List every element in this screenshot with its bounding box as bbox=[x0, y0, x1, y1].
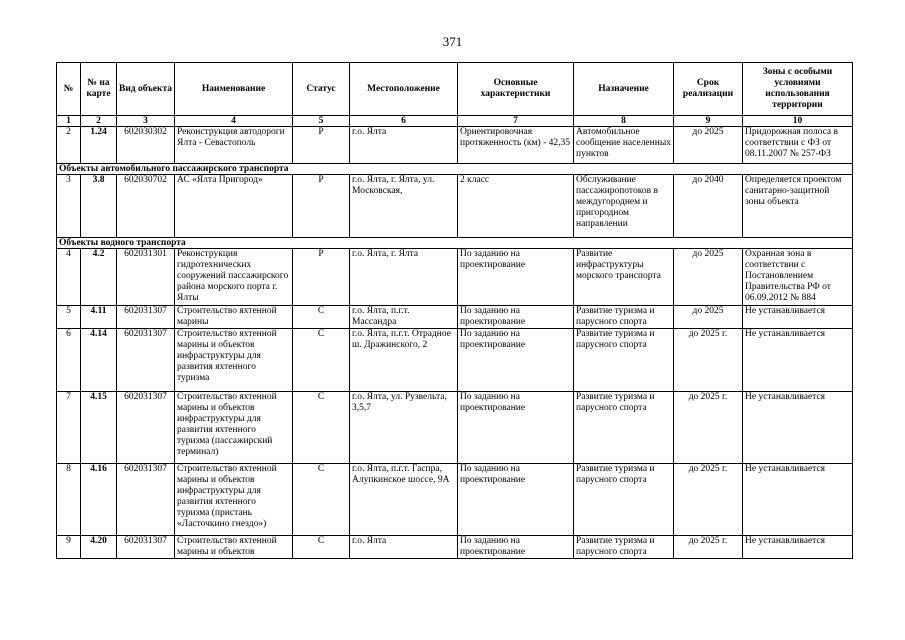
column-number: 2 bbox=[81, 116, 117, 127]
column-number: 6 bbox=[350, 116, 458, 127]
table-cell: Реконструкция гидротехнических сооружений пассажирского района морского порта г. Ялты bbox=[175, 249, 293, 306]
table-cell: Развитие туризма и парусного спорта bbox=[574, 392, 674, 464]
table-cell: до 2025 bbox=[674, 249, 743, 306]
column-number: 1 bbox=[57, 116, 81, 127]
column-header: Назначение bbox=[574, 63, 674, 116]
column-number-row bbox=[57, 116, 853, 127]
table-row bbox=[57, 306, 853, 329]
table-cell: г.о. Ялта, ул. Рузвельта, 3,5,7 bbox=[350, 392, 458, 464]
table-cell: Развитие туризма и парусного спорта bbox=[574, 464, 674, 536]
table-cell: до 2025 г. bbox=[674, 392, 743, 464]
table-cell: г.о. Ялта, п.г.т. Отрадное ш. Дражинского, 2 bbox=[350, 329, 458, 392]
header-row bbox=[57, 63, 853, 116]
table-cell: 1.24 bbox=[81, 127, 117, 164]
table-row bbox=[57, 464, 853, 536]
table-cell: Строительство яхтенной марины и объектов инфраструктуры для развития яхтенного туризма (пассажирский терминал) bbox=[175, 392, 293, 464]
table-cell: г.о. Ялта, г. Ялта bbox=[350, 249, 458, 306]
table-row bbox=[57, 127, 853, 164]
table-cell: Автомобильное сообщение населенных пунктов bbox=[574, 127, 674, 164]
column-header: Статус bbox=[293, 63, 350, 116]
column-number: 3 bbox=[117, 116, 175, 127]
table-cell: до 2025 bbox=[674, 127, 743, 164]
table-cell: По заданию на проектирование bbox=[458, 536, 574, 559]
table-cell: Охранная зона в соответствии с Постановлением Правительства РФ от 06.09.2012 № 884 bbox=[743, 249, 853, 306]
table-cell: Определяется проектом санитарно-защитной зоны объекта bbox=[743, 175, 853, 238]
table-cell: г.о. Ялта bbox=[350, 127, 458, 164]
table-cell: до 2025 г. bbox=[674, 329, 743, 392]
table-body bbox=[57, 127, 853, 559]
table-cell: С bbox=[293, 329, 350, 392]
table-cell: С bbox=[293, 464, 350, 536]
table-cell: Строительство яхтенной марины и объектов инфраструктуры для развития яхтенного туризма bbox=[175, 329, 293, 392]
table-cell: 4.14 bbox=[81, 329, 117, 392]
table-cell: По заданию на проектирование bbox=[458, 392, 574, 464]
table-cell: 602031307 bbox=[117, 536, 175, 559]
table-cell: Р bbox=[293, 127, 350, 164]
table-row bbox=[57, 175, 853, 238]
table-cell: По заданию на проектирование bbox=[458, 306, 574, 329]
table-row bbox=[57, 249, 853, 306]
column-number: 7 bbox=[458, 116, 574, 127]
table-cell: 602030702 bbox=[117, 175, 175, 238]
table-cell: Строительство яхтенной марины bbox=[175, 306, 293, 329]
table-cell: 4.16 bbox=[81, 464, 117, 536]
column-number: 10 bbox=[743, 116, 853, 127]
table-cell: Обслуживание пассажиропотоков в междугороднем и пригородном направлении bbox=[574, 175, 674, 238]
column-header: Вид объекта bbox=[117, 63, 175, 116]
table-cell: По заданию на проектирование bbox=[458, 464, 574, 536]
table-cell: По заданию на проектирование bbox=[458, 249, 574, 306]
column-header: Основные характеристики bbox=[458, 63, 574, 116]
table-row bbox=[57, 392, 853, 464]
table-cell: Развитие туризма и парусного спорта bbox=[574, 306, 674, 329]
column-number: 8 bbox=[574, 116, 674, 127]
table-cell: 3 bbox=[57, 175, 81, 238]
column-number: 5 bbox=[293, 116, 350, 127]
table-cell: г.о. Ялта, п.г.т. Массандра bbox=[350, 306, 458, 329]
table-row bbox=[57, 329, 853, 392]
table-cell: 4.20 bbox=[81, 536, 117, 559]
section-title: Объекты водного транспорта bbox=[57, 238, 853, 249]
section-title: Объекты автомобильного пассажирского транспорта bbox=[57, 164, 853, 175]
section-row bbox=[57, 164, 853, 175]
column-number: 4 bbox=[175, 116, 293, 127]
table-cell: г.о. Ялта, п.г.т. Гаспра, Алупкинское шоссе, 9А bbox=[350, 464, 458, 536]
table-cell: Развитие инфраструктуры морского транспорта bbox=[574, 249, 674, 306]
column-header: № bbox=[57, 63, 81, 116]
table-cell: АС «Ялта Пригород» bbox=[175, 175, 293, 238]
table-cell: 602031307 bbox=[117, 306, 175, 329]
table-cell: 9 bbox=[57, 536, 81, 559]
table-cell: Не устанавливается bbox=[743, 392, 853, 464]
table-cell: 4.2 bbox=[81, 249, 117, 306]
column-header: Местоположение bbox=[350, 63, 458, 116]
table-cell: 4 bbox=[57, 249, 81, 306]
page-number: 371 bbox=[442, 34, 463, 49]
table-cell: С bbox=[293, 536, 350, 559]
table-cell: г.о. Ялта bbox=[350, 536, 458, 559]
table-cell: 602031301 bbox=[117, 249, 175, 306]
table-cell: Не устанавливается bbox=[743, 306, 853, 329]
table-cell: 7 bbox=[57, 392, 81, 464]
table-cell: С bbox=[293, 306, 350, 329]
section-row bbox=[57, 238, 853, 249]
objects-table bbox=[56, 62, 853, 559]
table-cell: Строительство яхтенной марины и объектов bbox=[175, 536, 293, 559]
table-cell: Р bbox=[293, 249, 350, 306]
table-cell: 602031307 bbox=[117, 464, 175, 536]
table-cell: до 2025 г. bbox=[674, 536, 743, 559]
table-cell: 602030302 bbox=[117, 127, 175, 164]
table-cell: до 2025 bbox=[674, 306, 743, 329]
column-header: Зоны с особыми условиями использования территории bbox=[743, 63, 853, 116]
table-cell: Развитие туризма и парусного спорта bbox=[574, 329, 674, 392]
table-cell: По заданию на проектирование bbox=[458, 329, 574, 392]
table-cell: до 2040 bbox=[674, 175, 743, 238]
table-cell: Строительство яхтенной марины и объектов инфраструктуры для развития яхтенного туризма (пристань «Ласточкино гнездо») bbox=[175, 464, 293, 536]
table-cell: 5 bbox=[57, 306, 81, 329]
table-cell: 2 bbox=[57, 127, 81, 164]
table-cell: Реконструкция автодороги Ялта - Севастополь bbox=[175, 127, 293, 164]
table-cell: 602031307 bbox=[117, 329, 175, 392]
table-cell: до 2025 г. bbox=[674, 464, 743, 536]
table-cell: г.о. Ялта, г. Ялта, ул. Московская, bbox=[350, 175, 458, 238]
column-header: № на карте bbox=[81, 63, 117, 116]
table-cell: 8 bbox=[57, 464, 81, 536]
table-cell: 4.11 bbox=[81, 306, 117, 329]
table-cell: С bbox=[293, 392, 350, 464]
table-cell: Не устанавливается bbox=[743, 329, 853, 392]
table-cell: Ориентировочная протяженность (км) - 42,35 bbox=[458, 127, 574, 164]
column-header: Срок реализации bbox=[674, 63, 743, 116]
column-header: Наименование bbox=[175, 63, 293, 116]
table-cell: Развитие туризма и парусного спорта bbox=[574, 536, 674, 559]
table-row bbox=[57, 536, 853, 559]
table-cell: Не устанавливается bbox=[743, 536, 853, 559]
table-cell: Придорожная полоса в соответствии с ФЗ от 08.11.2007 № 257-ФЗ bbox=[743, 127, 853, 164]
table-cell: Не устанавливается bbox=[743, 464, 853, 536]
column-number: 9 bbox=[674, 116, 743, 127]
table-cell: 2 класс bbox=[458, 175, 574, 238]
table-cell: 6 bbox=[57, 329, 81, 392]
table-cell: 602031307 bbox=[117, 392, 175, 464]
table-cell: 3.8 bbox=[81, 175, 117, 238]
table-cell: 4.15 bbox=[81, 392, 117, 464]
table-cell: Р bbox=[293, 175, 350, 238]
